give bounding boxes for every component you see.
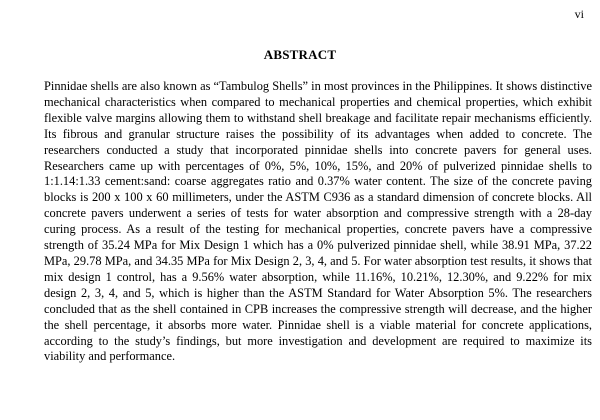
abstract-heading: ABSTRACT [263,47,337,62]
abstract-body: Pinnidae shells are also known as “Tambulog Shells” in most provinces in the Philippines. It shows distinctive mechanical characteristics when compared to mechanical properties and chemical properties, which exhibit flexible valve margins allowing them to withstand shell breakage and facilitate repair mechanisms efficiently. Its fibrous and granular structure raises the possibility of its advantages when added to concrete. The researchers conducted a study that incorporated pinnidae shells into concrete pavers for general uses. Researchers came up with percentages of 0%, 5%, 10%, 15%, and 20% of pulverized pinnidae shells to 1:1.14:1.33 cement:sand: coarse aggregates ratio and 0.37% water content. The size of the concrete paving blocks is 200 x 100 x 60 millimeters, under the ASTM C936 as a standard dimension of concrete blocks. All concrete pavers underwent a series of tests for water absorption and compressive strength with a 28-day curing process. As a result of the testing for mechanical properties, concrete pavers have a compressive strength of 35.24 MPa for Mix Design 1 which has a 0% pulverized pinnidae shell, while 38.91 MPa, 37.22 MPa, 29.78 MPa, and 34.35 MPa for Mix Design 2, 3, 4, and 5. For water absorption test results, it shows that mix design 1 control, has a 9.56% water absorption, while 11.16%, 10.21%, 12.30%, and 9.22% for mix design 2, 3, 4, and 5, which is higher than the ASTM Standard for Water Absorption 5%. The researchers concluded that as the shell contained in CPB increases the compressive strength will decrease, and the higher the shell percentage, it absorbs more water. Pinnidae shell is a viable material for concrete applications, according to the study’s findings, but more investigation and development are required to maximize its viability and performance. [44,79,592,364]
page-number: vi [574,7,584,21]
